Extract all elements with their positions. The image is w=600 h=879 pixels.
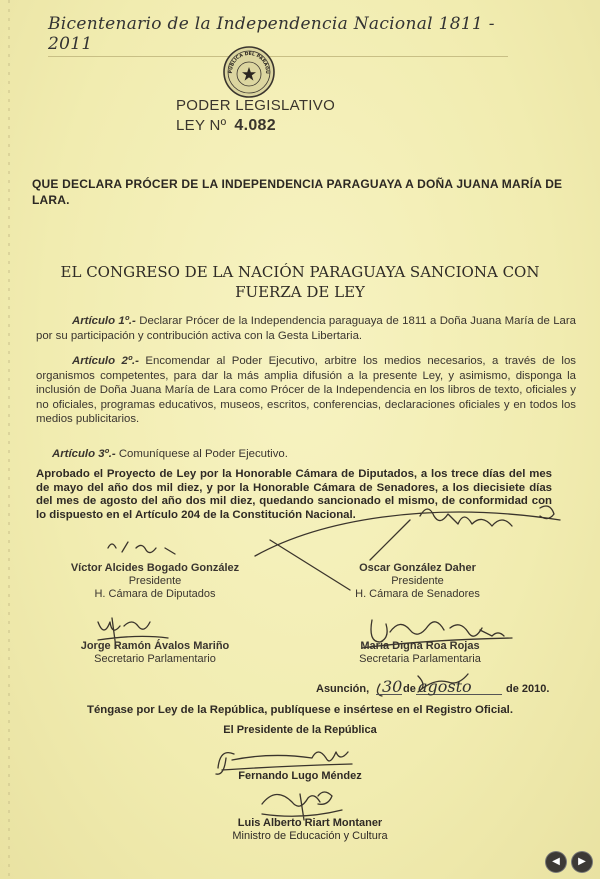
article-text: Encomendar al Poder Ejecutivo, arbitre los medios necesarios, a través de los organismos competentes, para dar la más amplia difusión a la presente Ley, y asimismo, disponga la inclusión de Doña Juana María de Lara como Prócer de la Independencia en los libros de texto, oficiales y no oficiales, programas educativos, museos, escritos, conferencias, declaraciones oficiales y en todos los medios publicitarios. <box>36 355 576 426</box>
signatory-body: H. Cámara de Diputados <box>94 588 216 600</box>
signatory-name: Jorge Ramón Ávalos Mariño <box>80 640 230 652</box>
signatory-roa <box>320 640 520 666</box>
president-block <box>140 724 460 783</box>
date-month: agosto <box>418 677 472 696</box>
date-connector: de <box>403 683 416 695</box>
law-number-line <box>176 117 476 135</box>
title-block <box>176 97 476 135</box>
promulgation-order: Téngase por Ley de la República, publíquese e insértese en el Registro Oficial. <box>86 704 513 716</box>
chevron-left-icon: ◀ <box>552 856 560 867</box>
signatory-name: Víctor Alcides Bogado González <box>70 562 240 574</box>
law-number: 4.082 <box>234 117 276 134</box>
article-label: Artículo 3º.- <box>52 448 116 460</box>
signatory-name: María Digna Roa Rojas <box>360 640 480 652</box>
article-label: Artículo 2º.- <box>72 355 139 367</box>
article-label: Artículo 1º.- <box>72 315 136 327</box>
signatory-role: Secretaria Parlamentaria <box>359 653 481 665</box>
seal-icon <box>222 45 276 99</box>
signatory-daher <box>310 562 525 601</box>
legislative-power-title: PODER LEGISLATIVO <box>176 97 336 114</box>
signing-date <box>316 677 556 696</box>
signatory-bogado <box>50 562 260 601</box>
signatory-avalos <box>50 640 260 666</box>
next-page-button[interactable] <box>572 852 592 872</box>
article-text: Declarar Prócer de la Independencia paraguaya de 1811 a Doña Juana María de Lara por su participación y contribución activa con la Gesta Libertaria. <box>36 315 576 342</box>
article-1 <box>36 314 576 343</box>
president-role: El Presidente de la República <box>223 724 377 736</box>
law-label: LEY Nº <box>176 117 227 134</box>
article-text: Comuníquese al Poder Ejecutivo. <box>118 448 288 460</box>
previous-page-button[interactable] <box>546 852 566 872</box>
article-2 <box>36 354 576 427</box>
bicentennial-header: Bicentenario de la Independencia Nacional 1811 - 2011 <box>48 14 508 57</box>
minister-block <box>150 817 470 843</box>
law-subject: QUE DECLARA PRÓCER DE LA INDEPENDENCIA PARAGUAYA A DOÑA JUANA MARÍA DE LARA. <box>32 177 563 207</box>
signatory-body: H. Cámara de Senadores <box>355 588 480 600</box>
congress-statement: EL CONGRESO DE LA NACIÓN PARAGUAYA SANCIONA CON FUERZA DE LEY <box>60 263 540 301</box>
approval-paragraph: Aprobado el Proyecto de Ley por la Honorable Cámara de Diputados, a los trece días del mes de mayo del año dos mil diez, y por la Honorable Cámara de Senadores, a los diecisiete días del mes de agosto del año dos mil diez, quedando sancionado el mismo, de conformidad con lo dispuesto en el Artículo 204 de la Constitución Nacional. <box>36 468 552 521</box>
minister-role: Ministro de Educación y Cultura <box>232 830 388 842</box>
minister-signature <box>262 792 342 820</box>
date-day: 30 <box>382 677 403 696</box>
date-year: de 2010. <box>506 683 550 695</box>
date-city: Asunción, <box>316 683 370 695</box>
signatory-role: Secretario Parlamentario <box>94 653 216 665</box>
bogado-signature <box>108 542 175 554</box>
minister-name: Luis Alberto Riart Montaner <box>237 817 383 829</box>
president-name: Fernando Lugo Méndez <box>238 770 362 782</box>
chevron-right-icon: ▶ <box>578 856 586 867</box>
signatory-role: Presidente <box>391 575 444 587</box>
signatory-role: Presidente <box>128 575 182 587</box>
seal-text: PÚBLICA DEL PARAGU <box>228 51 270 74</box>
article-3 <box>36 447 576 462</box>
signatory-name: Oscar González Daher <box>359 562 476 574</box>
